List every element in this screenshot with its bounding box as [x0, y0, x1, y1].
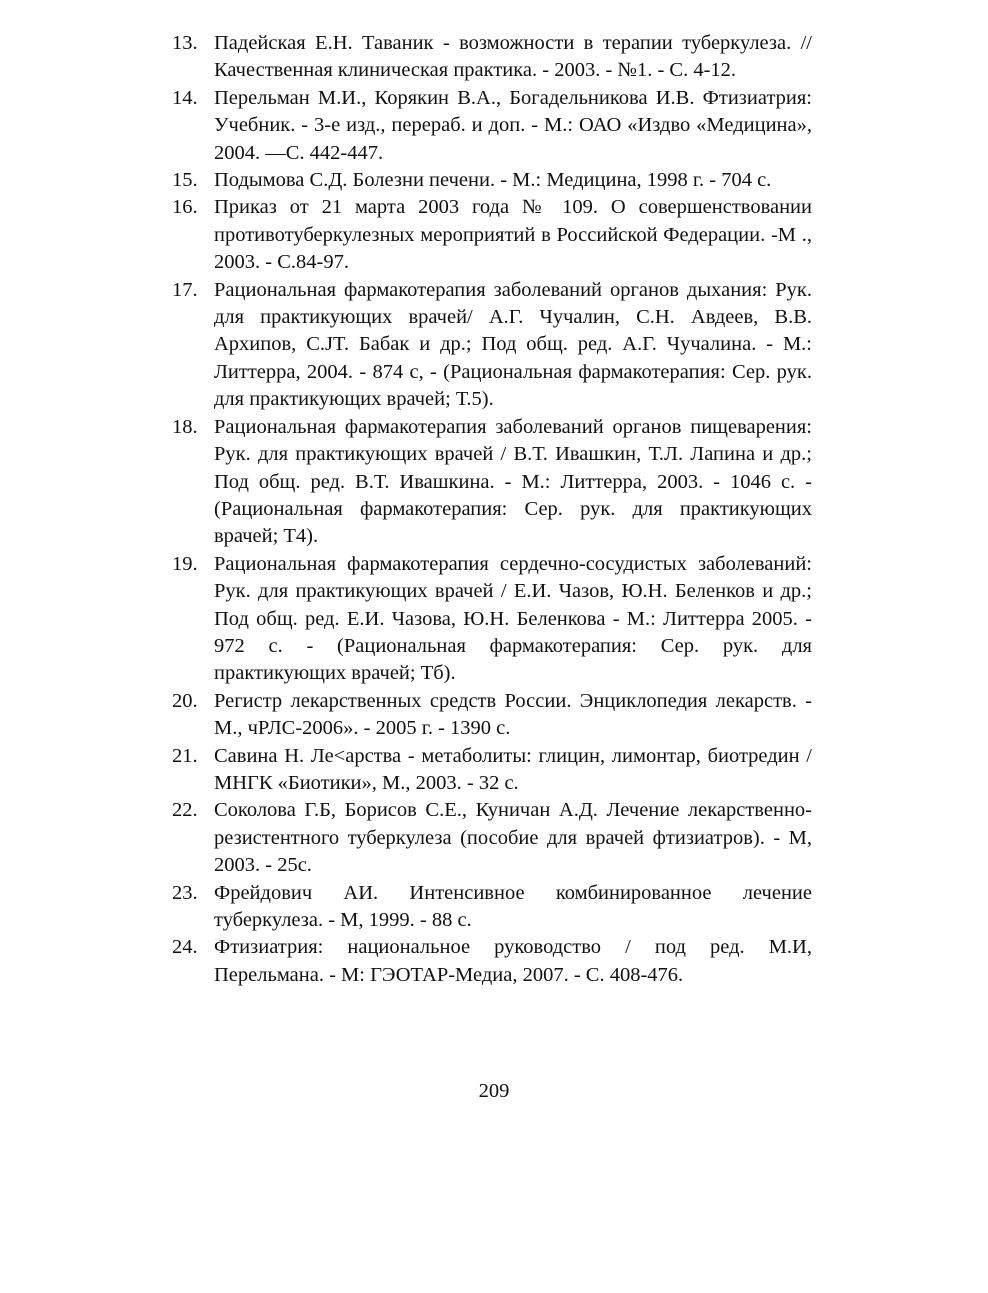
reference-text: Фтизиатрия: национальное руководство / под ред. М.И, Перельмана. - М: ГЭОТАР-Медиа, 2007. - С. 408-476.: [214, 936, 812, 986]
reference-item-19: [172, 551, 812, 688]
reference-item-14: [172, 85, 812, 167]
reference-text: Падейская Е.Н. Таваник - возможности в терапии туберкулеза. // Качественная клиническая практика. - 2003. - №1. - С. 4-12.: [214, 32, 812, 82]
reference-text: Рациональная фармакотерапия заболеваний органов пищеварения: Рук. для практикующих врачей / В.Т. Ивашкин, Т.Л. Лапина и др.; Под общ. ред. В.Т. Ивашкина. - М.: Литтерра, 2003. - 1046 с. - (Рациональная фармакотерапия: Сер. рук. для практикующих врачей; Т4).: [214, 415, 812, 548]
reference-item-23: [172, 880, 812, 935]
reference-list: [172, 30, 812, 989]
reference-text: Регистр лекарственных средств России. Энциклопедия лекарств. - М., чРЛС-2006». - 2005 г. - 1390 с.: [214, 689, 812, 740]
reference-text: Рациональная фармакотерапия сердечно-сосудистых заболеваний: Рук. для практикующих врачей / Е.И. Чазов, Ю.Н. Беленков и др.; Под общ. ред. Е.И. Чазова, Ю.Н. Беленкова - М.: Литтерра 2005. - 972 с. - (Рациональная фармакотерапия: Сер. рук. для практикующих врачей; Тб).: [214, 552, 812, 685]
reference-number: 15.: [172, 169, 198, 192]
reference-text: Приказ от 21 марта 2003 года № 109. О совершенствовании противотуберкулезных мероприятий в Российской Федерации. -М ., 2003. - С.84-97.: [214, 196, 812, 274]
reference-item-16: [172, 194, 812, 276]
reference-text: Рациональная фармакотерапия заболеваний органов дыхания: Рук. для практикующих врачей/ А.Г. Чучалин, С.Н. Авдеев, В.В. Архипов, С.JT. Бабак и др.; Под общ. ред. А.Г. Чучалина. - М.: Литтерра, 2004. - 874 с, - (Рациональная фармакотерапия: Сер. рук. для практикующих врачей; Т.5).: [214, 278, 812, 411]
reference-number: 18.: [172, 415, 198, 438]
reference-item-24: [172, 934, 812, 989]
reference-text: Соколова Г.Б, Борисов С.Е., Куничан А.Д. Лечение лекарственно-резистентного туберкулеза (пособие для врачей фтизиатров). - М, 2003. - 25с.: [214, 799, 812, 877]
reference-number: 17.: [172, 278, 198, 301]
reference-text: Подымова С.Д. Болезни печени. - М.: Медицина, 1998 г. - 704 с.: [214, 169, 772, 192]
reference-number: 14.: [172, 86, 198, 109]
reference-number: 22.: [172, 799, 198, 822]
reference-text: Перельман М.И., Корякин В.А., Богадельникова И.В. Фтизиатрия: Учебник. - 3-е изд., перераб. и доп. - М.: ОАО «Издво «Медицина», 2004. —С. 442-447.: [214, 86, 812, 164]
reference-number: 23.: [172, 881, 198, 904]
reference-number: 13.: [172, 32, 198, 54]
page-number: 209: [478, 1080, 510, 1102]
reference-text: Савина Н. Ле<арства - метаболиты: глицин, лимонтар, биотредин / МНГК «Биотики», М., 2003. - 32 с.: [214, 744, 812, 794]
reference-number: 20.: [172, 689, 198, 712]
reference-item-15: [172, 167, 812, 194]
reference-item-17: [172, 277, 812, 414]
reference-item-13: [172, 30, 812, 85]
reference-number: 16.: [172, 196, 198, 219]
reference-item-20: [172, 688, 812, 743]
reference-text: Фрейдович АИ. Интенсивное комбинированное лечение туберкулеза. - М, 1999. - 88 с.: [214, 881, 812, 931]
reference-number: 19.: [172, 552, 198, 575]
reference-item-18: [172, 414, 812, 551]
reference-number: 21.: [172, 744, 198, 767]
reference-item-22: [172, 797, 812, 879]
reference-item-21: [172, 743, 812, 798]
reference-number: 24.: [172, 936, 198, 959]
